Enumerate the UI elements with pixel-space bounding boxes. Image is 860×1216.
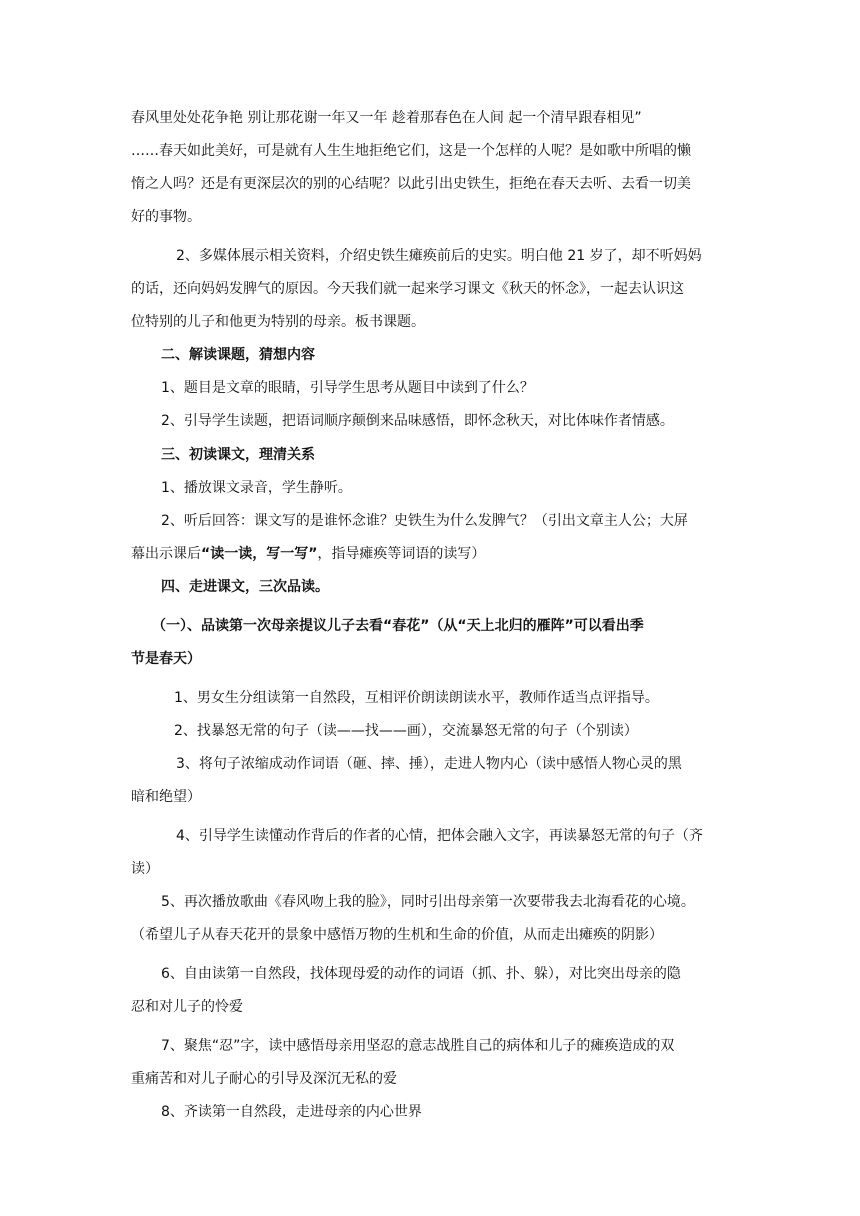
text-line: 1、播放课文录音，学生静听。 [161,480,352,496]
subsection-heading: （一）、品读第一次母亲提议儿子去看“春花”（从“天上北归的雁阵”可以看出季 [152,618,644,634]
section-heading: 二、解读课题，猜想内容 [161,347,315,363]
section-heading: 三、初读课文，理清关系 [161,447,315,463]
text-line: 2、引导学生读题，把语词顺序颠倒来品味感悟，即怀念秋天，对比体味作者情感。 [161,413,674,429]
text-line: 2、多媒体展示相关资料，介绍史铁生瘫痪前后的史实。明白他 21 岁了，却不听妈妈 [176,248,702,264]
text-line: 5、再次播放歌曲《春风吻上我的脸》，同时引出母亲第一次要带我去北海看花的心境。 [161,894,695,910]
text-line: 惰之人吗？还是有更深层次的别的心结呢？以此引出史铁生，拒绝在春天去听、去看一切美 [131,176,691,192]
text-line: 忍和对儿子的怜爱 [131,999,243,1015]
text-line: 读） [131,861,159,877]
text-line: 4、引导学生读懂动作背后的作者的心情，把体会融入文字，再读暴怒无常的句子（齐 [176,828,703,844]
section-heading: 四、走进课文，三次品读。 [161,579,329,595]
text-line: ……春天如此美好，可是就有人生生地拒绝它们，这是一个怎样的人呢？是如歌中所唱的懒 [131,143,691,159]
text-line: 的话，还向妈妈发脾气的原因。今天我们就一起来学习课文《秋天的怀念》，一起去认识这 [131,281,684,297]
text-line: 3、将句子浓缩成动作词语（砸、摔、捶），走进人物内心（读中感悟人物心灵的黑 [176,756,682,772]
text-line: 位特别的儿子和他更为特别的母亲。板书课题。 [131,314,425,330]
text-line: 1、男女生分组读第一自然段，互相评价朗读朗读水平，教师作适当点评指导。 [174,690,659,706]
text-fragment: ，指导瘫痪等词语的读写） [317,546,486,562]
text-line: 6、自由读第一自然段，找体现母爱的动作的词语（抓、扑、躲），对比突出母亲的隐 [161,966,681,982]
subsection-heading: 节是春天） [131,651,201,667]
text-line: 8、齐读第一自然段，走进母亲的内心世界 [161,1104,422,1120]
text-fragment: 幕出示课后 [131,546,201,562]
text-line: 春风里处处花争艳 别让那花谢一年又一年 趁着那春色在人间 起一个清早跟春相见” [131,110,642,126]
text-line: 暗和绝望） [131,789,201,805]
text-line: （希望儿子从春天花开的景象中感悟万物的生机和生命的价值，从而走出瘫痪的阴影） [131,927,663,943]
text-line: 2、找暴怒无常的句子（读——找——画），交流暴怒无常的句子（个别读） [174,723,638,739]
text-line: 1、题目是文章的眼睛，引导学生思考从题目中读到了什么？ [161,380,534,396]
text-line: 好的事物。 [131,209,201,225]
text-line: 7、聚焦“忍”字，读中感悟母亲用坚忍的意志战胜自己的病体和儿子的瘫痪造成的双 [161,1038,675,1054]
text-line: 重痛苦和对儿子耐心的引导及深沉无私的爱 [131,1071,397,1087]
text-line [131,544,485,564]
emphasis-text: “读一读，写一写” [201,546,318,562]
text-line: 2、听后回答：课文写的是谁怀念谁？史铁生为什么发脾气？（引出文章主人公；大屏 [161,513,688,529]
